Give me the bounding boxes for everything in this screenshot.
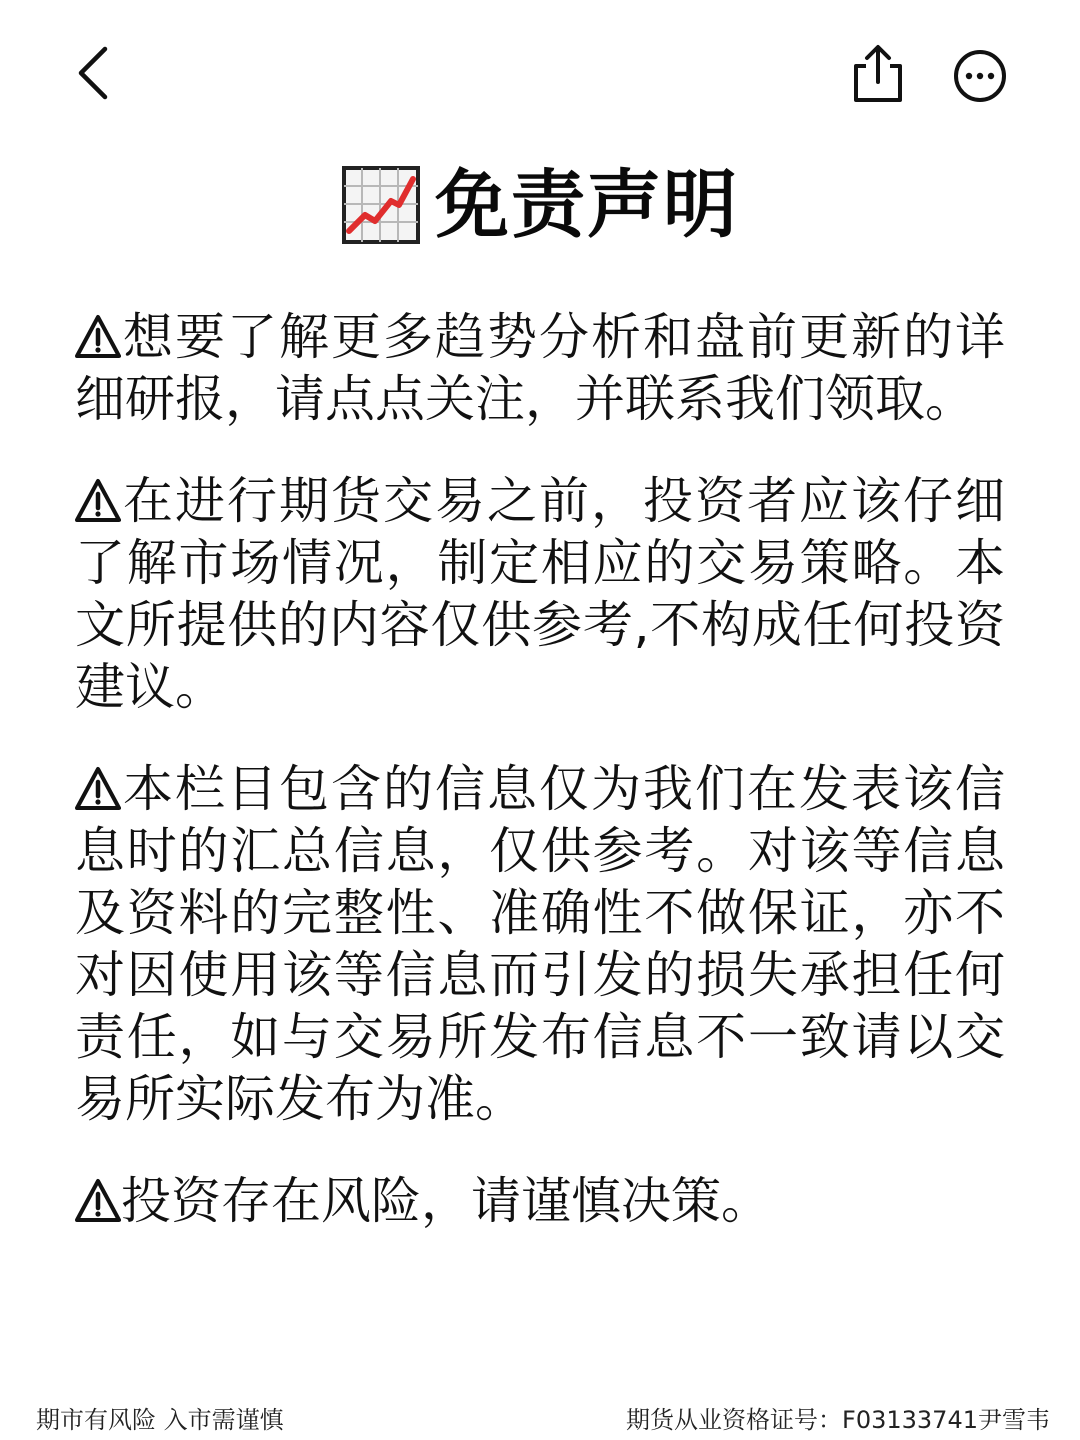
license-number-text: 期货从业资格证号：F03133741尹雪韦 [626,1406,1050,1434]
warning-icon [75,766,121,812]
page-title-row [0,160,1080,250]
chart-increasing-icon [341,165,421,245]
paragraph-text: 本栏目包含的信息仅为我们在发表该信息时的汇总信息，仅供参考。对该等信息及资料的完整性、准确性不做保证，亦不对因使用该等信息而引发的损失承担任何责任，如与交易所发布信息不一致请以交易所实际发布为准。 [75,760,1005,1128]
page-title: 免责声明 [435,162,739,248]
more-button[interactable] [944,40,1016,112]
chevron-left-icon [71,43,115,103]
disclaimer-paragraph-3 [75,758,1005,1130]
paragraph-text: 想要了解更多趋势分析和盘前更新的详细研报，请点点关注，并联系我们领取。 [75,308,1005,428]
warning-icon [75,1178,121,1224]
top-nav-bar [0,0,1080,150]
paragraph-text: 在进行期货交易之前，投资者应该仔细了解市场情况，制定相应的交易策略。本文所提供的内容仅供参考,不构成任何投资建议。 [75,472,1005,716]
footer [0,1396,1080,1440]
risk-warning-text: 期市有风险 入市需谨慎 [36,1406,284,1434]
share-icon [850,42,906,106]
disclaimer-paragraph-1 [75,306,1005,430]
back-button[interactable] [58,38,128,108]
warning-icon [75,478,121,524]
disclaimer-paragraph-4 [75,1170,1005,1232]
paragraph-text: 投资存在风险，请谨慎决策。 [121,1172,771,1230]
warning-icon [75,314,121,360]
disclaimer-paragraph-2 [75,470,1005,718]
share-button[interactable] [842,38,914,110]
disclaimer-content [75,306,1005,1272]
more-horizontal-icon [952,48,1008,104]
